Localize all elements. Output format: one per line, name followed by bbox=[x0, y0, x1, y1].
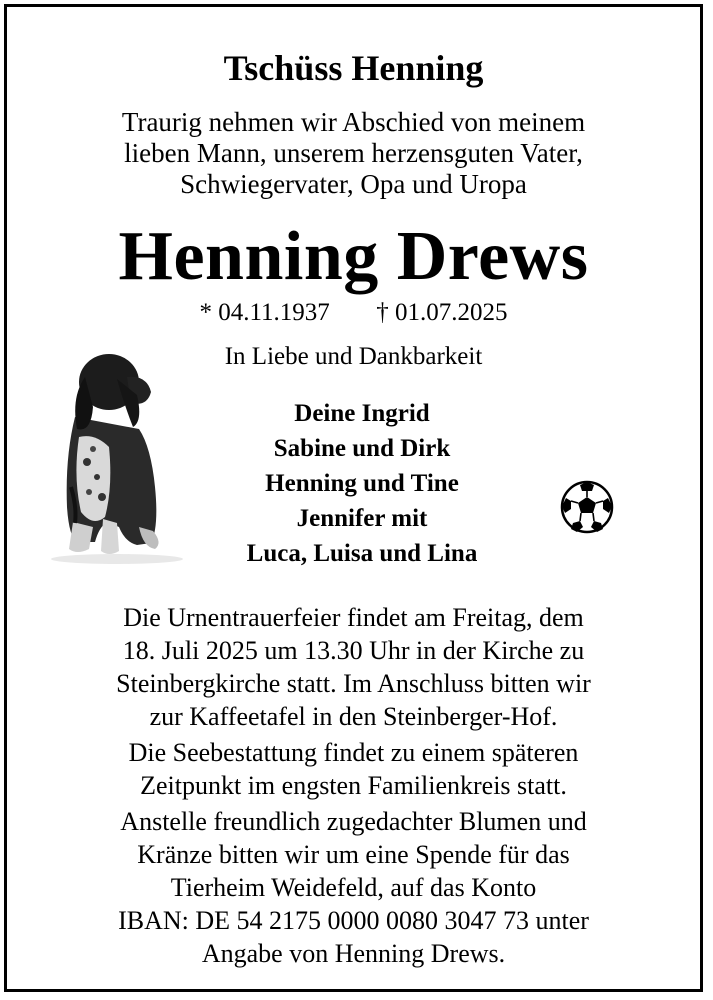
life-dates bbox=[7, 299, 700, 327]
closing-phrase: In Liebe und Dankbarkeit bbox=[224, 343, 483, 370]
burial-line-2: Zeitpunkt im engsten Familienkreis statt. bbox=[140, 771, 567, 800]
burial-line-1: Die Seebestattung findet zu einem späteren bbox=[128, 738, 579, 767]
family-member-5: Luca, Luisa und Lina bbox=[246, 540, 478, 567]
obituary-notice bbox=[4, 4, 703, 992]
family-member-2: Sabine und Dirk bbox=[273, 435, 451, 462]
service-line-2: 18. Juli 2025 um 13.30 Uhr in der Kirche zu bbox=[122, 636, 585, 665]
service-line-4: zur Kaffeetafel in den Steinberger-Hof. bbox=[149, 702, 558, 731]
service-line-3: Steinbergkirche statt. Im Anschluss bitten wir bbox=[116, 669, 591, 698]
donation-line-5: Angabe von Henning Drews. bbox=[201, 939, 506, 968]
soccer-ball-icon bbox=[559, 479, 615, 535]
service-line-1: Die Urnentrauerfeier findet am Freitag, dem bbox=[123, 603, 584, 632]
intro-line-2: lieben Mann, unserem herzensguten Vater, bbox=[124, 138, 583, 168]
death-date: † 01.07.2025 bbox=[376, 299, 508, 326]
birth-date: * 04.11.1937 bbox=[199, 299, 330, 326]
donation-line-2: Kränze bitten wir um eine Spende für das bbox=[137, 840, 570, 869]
deceased-name: Henning Drews bbox=[118, 218, 589, 295]
dog-photo-icon bbox=[47, 337, 187, 567]
donation-iban-line: IBAN: DE 54 2175 0000 0080 3047 73 unter bbox=[118, 906, 589, 935]
family-member-1: Deine Ingrid bbox=[294, 400, 430, 427]
family-member-4: Jennifer mit bbox=[296, 505, 428, 532]
donation-line-3: Tierheim Weidefeld, auf das Konto bbox=[170, 873, 537, 902]
donation-line-1: Anstelle freundlich zugedachter Blumen und bbox=[120, 807, 587, 836]
intro-line-1: Traurig nehmen wir Abschied von meinem bbox=[121, 107, 586, 137]
intro-line-3: Schwiegervater, Opa und Uropa bbox=[180, 169, 527, 199]
family-member-3: Henning und Tine bbox=[265, 470, 459, 497]
notice-heading: Tschüss Henning bbox=[223, 48, 484, 88]
